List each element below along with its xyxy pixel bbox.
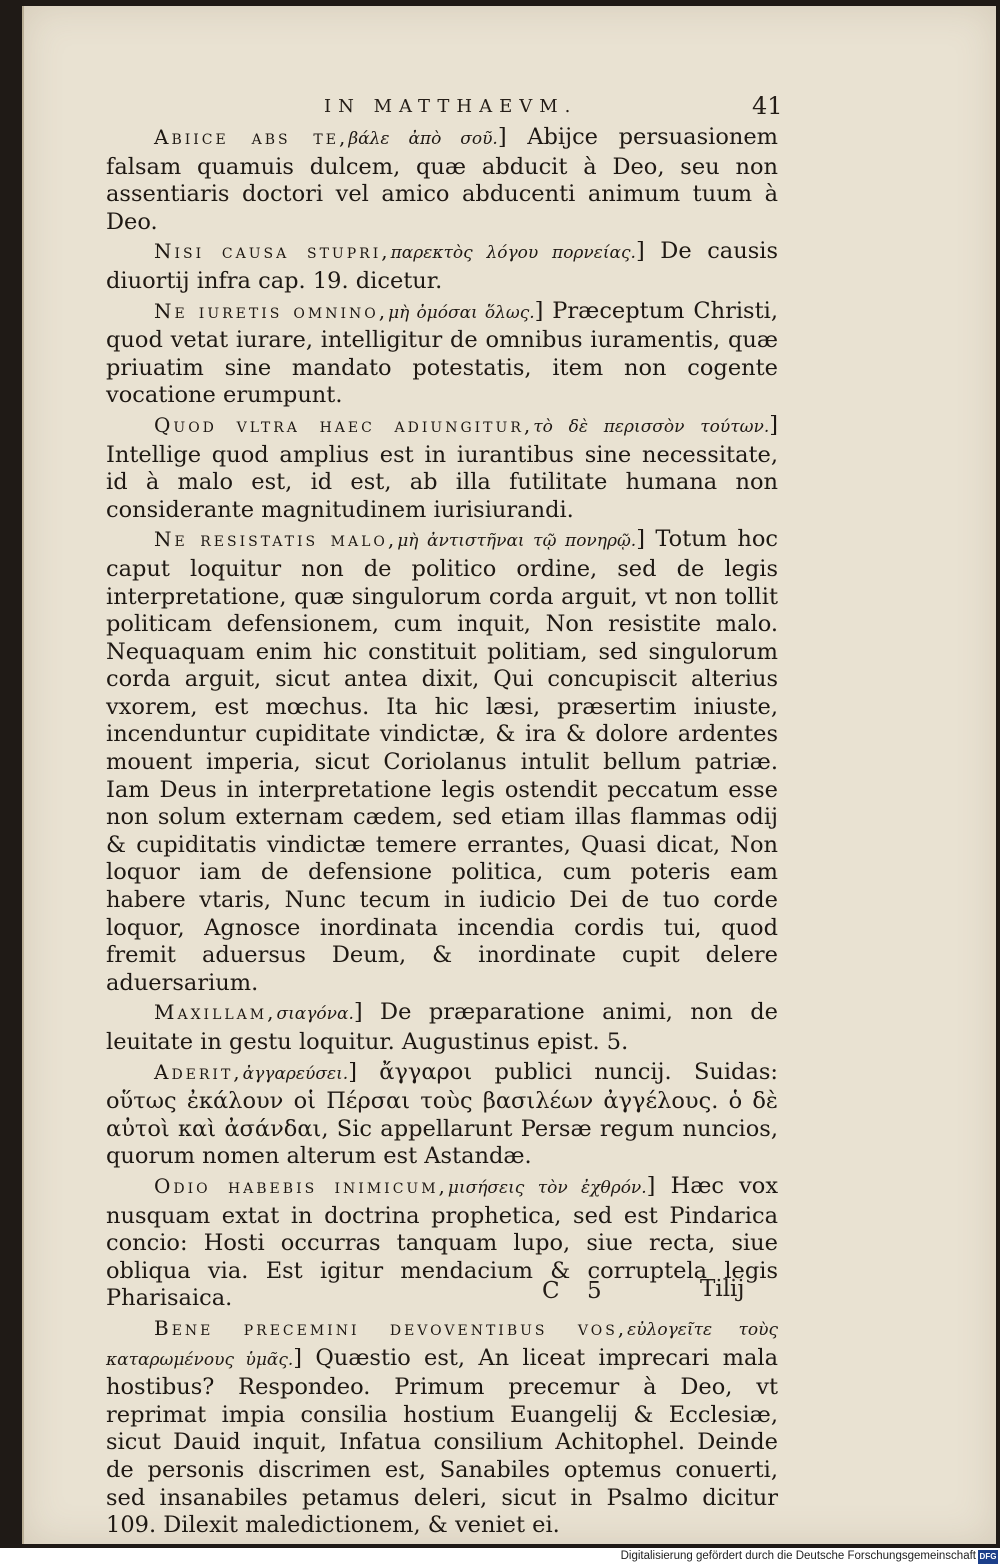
- greek-phrase: ἀγγαρεύσει.: [242, 1063, 349, 1084]
- lemma: Odio habebis inimicum,: [154, 1173, 448, 1198]
- commentary-text: [106, 124, 778, 1542]
- greek-phrase: μὴ ὀμόσαι ὅλως.: [388, 302, 535, 323]
- lemma: Abiice abs te,: [154, 125, 349, 149]
- greek-phrase: σιαγόνα.: [276, 1004, 354, 1025]
- folio-number: 41: [752, 92, 783, 120]
- lemma: Quod vltra haec adiungitur,: [154, 412, 534, 437]
- lemma: Aderit,: [154, 1059, 243, 1084]
- paragraph-text: ] Hæc vox nusquam extat in doctrina prophetica, sed est Pindarica concio: Hosti occurras tanquam lupo, siue recta, siue obliqua via. Est igitur mendacium & corruptela legis Pharisaica.: [106, 1172, 779, 1312]
- lemma: Ne resistatis malo,: [154, 527, 398, 552]
- lemma: Maxillam,: [154, 1000, 277, 1025]
- paragraph: [106, 298, 778, 410]
- paragraph-text: ] De præparatione animi, non de leuitate in gestu loquitur. Augustinus epist. 5.: [106, 999, 778, 1055]
- paragraph-text: ] Intellige quod amplius est in iurantibus sine necessitate, id à malo est, id est, ab illa futilitate humana non considerante magnitudinem iurisiurandi.: [106, 411, 778, 523]
- greek-phrase: βάλε ἀπὸ σοῦ.: [348, 129, 498, 149]
- greek-phrase: εὐλογεῖτε τοὺς καταρωμένους ὑμᾶς.: [106, 1319, 778, 1370]
- signature-number: 5: [587, 1278, 602, 1304]
- catchword: Tilij: [700, 1276, 745, 1302]
- greek-phrase: μισήσεις τὸν ἐχθρόν.: [447, 1177, 647, 1198]
- paragraph: [106, 526, 778, 997]
- lemma: Nisi causa stupri,: [154, 239, 391, 264]
- page-header: [24, 92, 996, 122]
- lemma: Ne iuretis omnino,: [154, 298, 389, 323]
- paragraph-text: ] Totum hoc caput loquitur non de politico ordine, sed de legis interpretatione, quæ singulorum corda arguit, vt non tollit politicam defensionem, cum inquit, Non resistite malo. Nequaquam enim hic constituit politiam, sed singulorum corda arguit, sicut antea dixit, Qui concupiscit alterius vxorem, est mœchus. Ita hic læsi, præsertim iniuste, incenduntur cupiditate vindictæ, & ira & dolore ardentes mouent imperia, sicut Coriolanus intulit bellum patriæ. Iam Deus in interpretatione legis ostendit peccatum esse non solum externam cædem, sed etiam illas flammas odij & cupiditatis vindictæ temere errantes, Quasi dicat, Non loquor iam de defensione politica, cum poteris eam habere vtaris, Nunc tecum in iudicio Dei de tuo corde loquor, Agnosce inordinata incendia cordis tui, quod fremit aduersus Deum, & inordinate cupit delere aduersarium.: [106, 526, 778, 996]
- running-head: IN MATTHAEVM.: [324, 96, 578, 117]
- paragraph: [106, 1059, 778, 1171]
- paragraph-text: ] De causis diuortij infra cap. 19. dicetur.: [106, 238, 778, 294]
- page-footer: [24, 1276, 996, 1316]
- greek-phrase: τὸ δὲ περισσὸν τούτων.: [533, 416, 770, 437]
- paragraph: [106, 1315, 778, 1540]
- paragraph: [106, 124, 778, 236]
- paragraph-text: ] ἄγγαροι publici nuncij. Suidas: οὕτως ἐκάλουν οἱ Πέρσαι τοὺς βασιλέων ἀγγέλους. ὁ δὲ αὐτοὶ καὶ ἀσάνδαι, Sic appellarunt Persæ regum nuncios, quorum nomen alterum est Astandæ.: [106, 1058, 778, 1170]
- funding-credit: Digitalisierung gefördert durch die Deutsche Forschungsgemeinschaft: [620, 1550, 976, 1562]
- signature-mark: C: [542, 1278, 560, 1304]
- paragraph-text: ] Quæstio est, An liceat imprecari mala hostibus? Respondeo. Primum precemur à Deo, vt reprimat impia consilia hostium Euangelij & Ecclesiæ, sicut Dauid inquit, Infatua consilium Achitophel. Deinde de personis discrimen est, Sanabiles optemus conuerti, sed insanabiles petamus deleri, sicut in Psalmo dicitur 109. Dilexit maledictionem, & veniet ei.: [106, 1344, 778, 1539]
- lemma: Bene precemini devoventibus vos,: [154, 1315, 628, 1340]
- credit-bar: [0, 1548, 1000, 1568]
- paragraph: [106, 999, 778, 1056]
- paragraph-text: ] Præceptum Christi, quod vetat iurare, intelligitur de omnibus iuramentis, quæ priuatim sine mandato potestatis, item non cogente vocatione erumpunt.: [106, 297, 778, 409]
- paragraph: [106, 412, 778, 524]
- dfg-logo-icon: DFG: [978, 1550, 998, 1564]
- book-page: [22, 6, 996, 1544]
- paragraph-text: ] Abijce persuasionem falsam quamuis dulcem, quæ abducit à Deo, seu non assentiaris doctori vel amico abducenti animum tuum à Deo.: [106, 124, 779, 235]
- greek-phrase: μὴ ἀντιστῆναι τῷ πονηρῷ.: [397, 531, 637, 552]
- paragraph: [106, 238, 778, 295]
- greek-phrase: παρεκτὸς λόγου πορνείας.: [390, 243, 636, 264]
